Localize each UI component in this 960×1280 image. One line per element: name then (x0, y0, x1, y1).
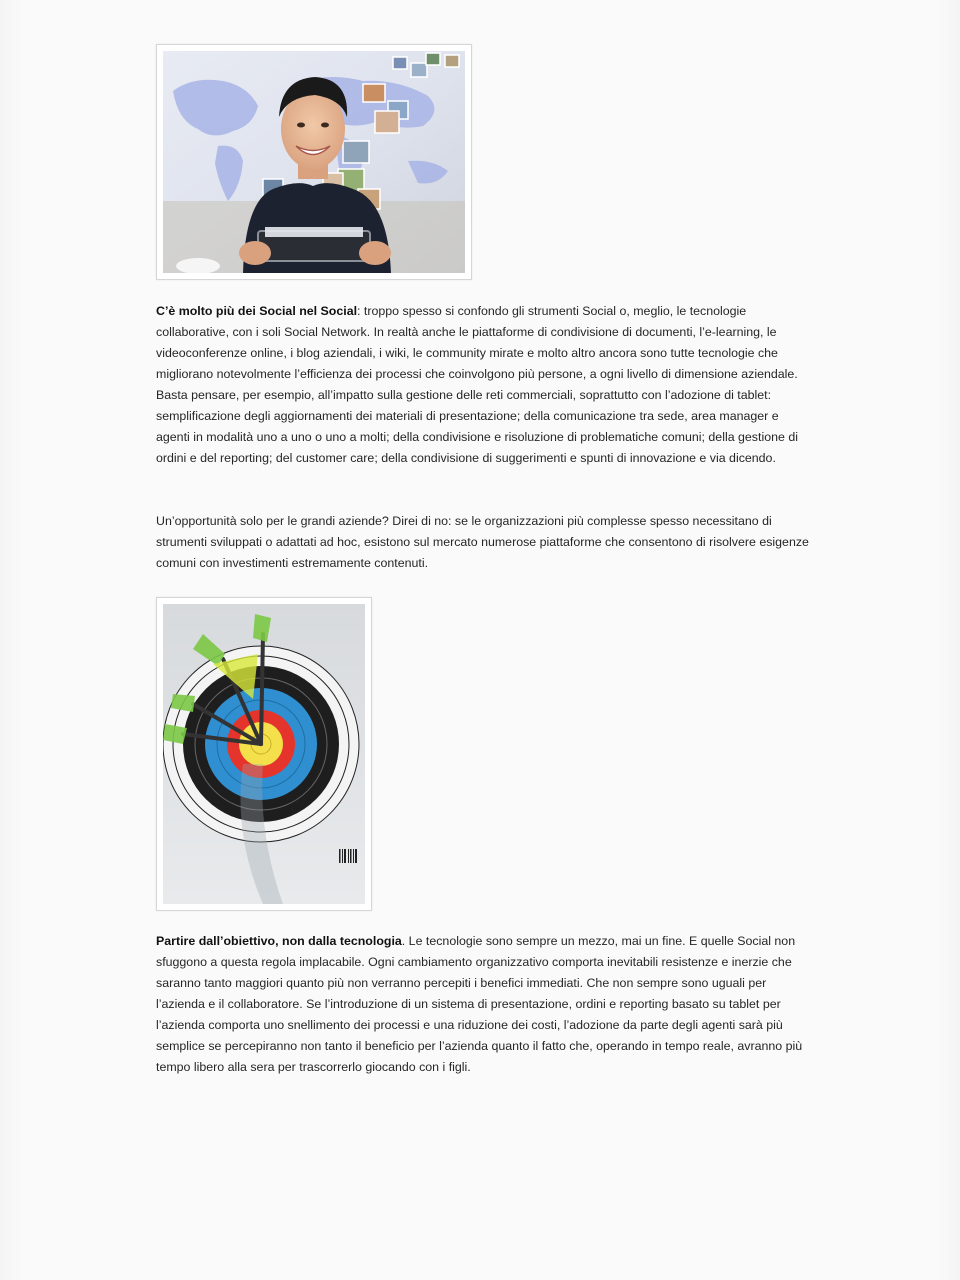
paragraph-body: : troppo spesso si confondo gli strumenti Social o, meglio, le tecnologie collaborative, con i soli Social Network. In realtà anche le piattaforme di condivisione di documenti, l’e-learning, le videoconferenze online, i blog aziendali, i wiki, le community mirate e molto altro ancora sono tutte tecnologie che migliorano notevolmente l’efficienza dei processi che coinvolgono più persone, a ogni livello di dimensione aziendale. Basta pensare, per esempio, all’impatto sulla gestione delle reti commerciali, soprattutto con l’adozione di tablet: semplificazione degli aggiornamenti dei materiali di presentazione; della comunicazione tra sede, area manager e agenti in modalità uno a uno o uno a molti; della condivisione e risoluzione di problematiche comuni; della gestione di ordini e del reporting; del customer care; della condivisione di suggerimenti e spunti di innovazione e via dicendo. (156, 304, 798, 465)
paragraph-body: Un’opportunità solo per le grandi aziende? Direi di no: se le organizzazioni più complesse spesso necessitano di strumenti sviluppati o adattati ad hoc, esistono sul mercato numerose piattaforme che consentono di risolvere esigenze comuni con investimenti estremamente contenuti. (156, 514, 809, 570)
social-tablet-illustration (163, 51, 465, 273)
paragraph-objective (156, 931, 810, 1078)
archery-target-photo (156, 597, 372, 911)
archery-target-illustration (163, 604, 365, 904)
paragraph-body: . Le tecnologie sono sempre un mezzo, mai un fine. E quelle Social non sfuggono a questa regola implacabile. Ogni cambiamento organizzativo comporta inevitabili resistenze e inerzie che saranno tanto maggiori quanto più non verranno percepiti i benefici immediati. Che non sempre sono uguali per l’azienda e il collaboratore. Se l’introduzione di un sistema di presentazione, ordini e reporting basato su tablet per l’azienda comporta uno snellimento dei processi e una riduzione dei costi, l’adozione da parte degli agenti sarà più semplice se percepiranno non tanto il beneficio per l’azienda quanto il fatto che, operando in tempo reale, avranno più tempo libero alla sera per trascorrerlo giocando con i figli. (156, 934, 803, 1074)
paragraph-opportunity (156, 511, 810, 574)
social-tablet-photo (156, 44, 472, 280)
paragraph-lead: C’è molto più dei Social nel Social (156, 304, 358, 318)
paragraph-lead: Partire dall’obiettivo, non dalla tecnologia (156, 934, 402, 948)
paragraph-social-tech (156, 301, 810, 469)
